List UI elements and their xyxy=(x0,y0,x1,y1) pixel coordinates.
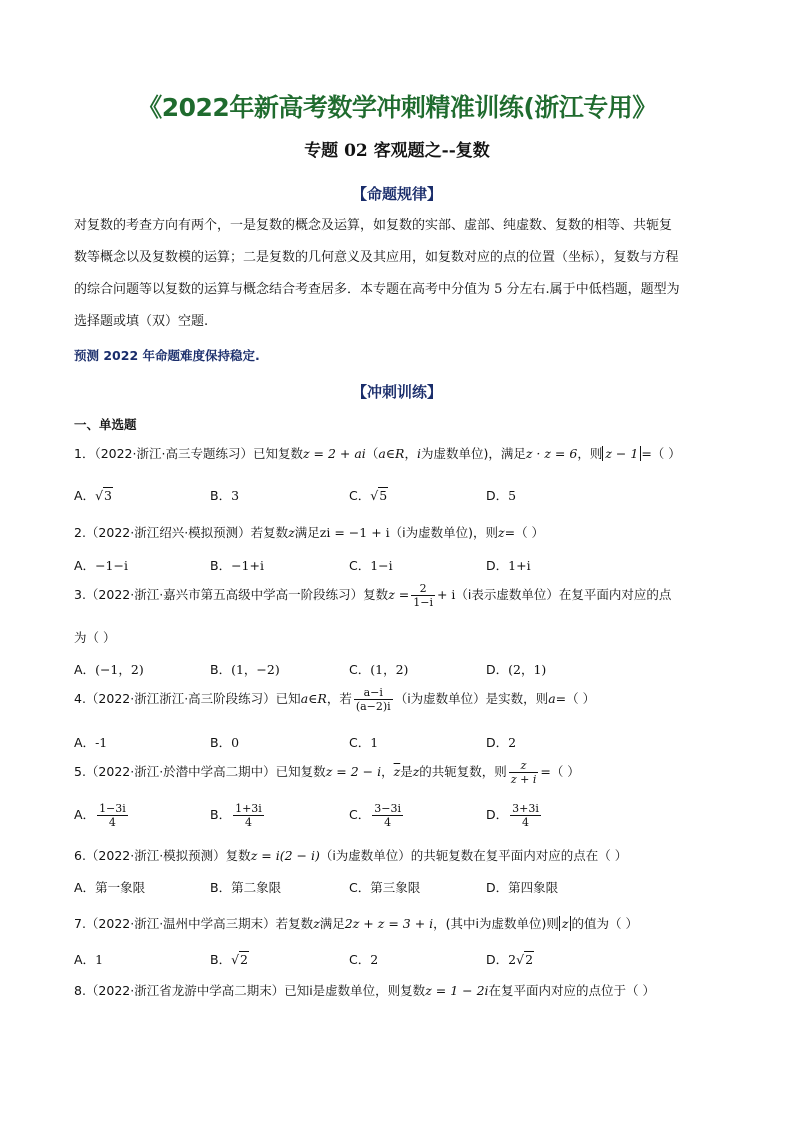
option-b[interactable]: B． $\frac{1+3i}{4}$ xyxy=(210,802,262,829)
option-c[interactable]: C． $\frac{3-3i}{4}$ xyxy=(349,802,401,829)
question-6-stem: 6.（2022·浙江·模拟预测）复数z = i(2 − i)（i为虚数单位）的共轭复数在复平面内对应的点在（ ） xyxy=(74,848,628,863)
option-d[interactable]: D．(2，1) xyxy=(486,662,547,677)
modulus-expression: z − 1 xyxy=(602,446,641,461)
option-c[interactable]: C．2 xyxy=(349,952,379,967)
question-8-stem: 8.（2022·浙江省龙游中学高二期末）已知i是虚数单位，则复数z = 1 − 2i在复平面内对应的点位于（ ） xyxy=(74,983,656,998)
rules-heading: 【命题规律】 xyxy=(351,185,442,203)
question-4-stem: 4.（2022·浙江浙江·高三阶段练习）已知a∈R，若 $\frac{a-i}{(a-2)i}$ （i为虚数单位）是实数，则a=（ ） xyxy=(74,686,596,713)
modulus-expression: z xyxy=(559,916,572,931)
rules-paragraph-line: 的综合问题等以复数的运算与概念结合考查居多．本专题在高考中分值为 5 分左右.属于中低档题，题型为 xyxy=(74,282,680,297)
fraction: $\frac{z}{z + i}$ xyxy=(510,759,537,786)
option-b[interactable]: B．√2 xyxy=(210,952,248,967)
option-a[interactable]: A．(−1，2) xyxy=(74,662,144,677)
option-a[interactable]: A． $\frac{1-3i}{4}$ xyxy=(74,802,126,829)
option-b[interactable]: B．−1+i xyxy=(210,558,264,573)
fraction: $\frac{a-i}{(a-2)i}$ xyxy=(355,686,391,713)
question-3-stem-continued: 为（ ） xyxy=(74,630,116,645)
question-2-stem: 2.（2022·浙江绍兴·模拟预测）若复数z满足zi = −1 + i（i为虚数单位)，则z=（ ） xyxy=(74,525,545,540)
practice-heading: 【冲刺训练】 xyxy=(351,383,442,401)
fraction: $\frac{2}{1-i}$ xyxy=(413,582,433,609)
rules-paragraph-line: 选择题或填（双）空题. xyxy=(74,314,209,329)
option-b[interactable]: B．3 xyxy=(210,488,240,503)
option-c[interactable]: C．1 xyxy=(349,735,379,750)
rules-paragraph-line: 数等概念以及复数模的运算；二是复数的几何意义及其应用，如复数对应的点的位置（坐标），复数与方程 xyxy=(74,250,679,265)
option-b[interactable]: B．(1，−2) xyxy=(210,662,280,677)
document-title: 《2022年新高考数学冲刺精准训练(浙江专用》 xyxy=(137,93,657,122)
question-1-stem: 1．（2022·浙江·高三专题练习）已知复数z = 2 + ai（a∈R，i为虚数单位)，满足z · z = 6，则 z − 1 =（ ） xyxy=(74,446,681,461)
rules-paragraph-line: 对复数的考查方向有两个，一是复数的概念及运算，如复数的实部、虚部、纯虚数、复数的相等、共轭复 xyxy=(74,218,673,233)
option-a[interactable]: A．第一象限 xyxy=(74,880,146,895)
category-label: 一、单选题 xyxy=(74,417,137,432)
option-d[interactable]: D．2√2 xyxy=(486,952,534,967)
option-d[interactable]: D．2 xyxy=(486,735,517,750)
question-5-stem: 5.（2022·浙江·於潜中学高二期中）已知复数z = 2 − i，$\overline{z}$是z的共轭复数，则 $\frac{z}{z + i}$ =（ ） xyxy=(74,759,580,786)
option-d[interactable]: D．第四象限 xyxy=(486,880,559,895)
prediction-note: 预测 2022 年命题难度保持稳定. xyxy=(74,348,260,363)
option-a[interactable]: A．√3 xyxy=(74,488,112,503)
option-a[interactable]: A．-1 xyxy=(74,735,108,750)
topic-subtitle: 专题 02 客观题之--复数 xyxy=(304,141,490,161)
option-c[interactable]: C．√5 xyxy=(349,488,388,503)
option-c[interactable]: C．1−i xyxy=(349,558,393,573)
option-a[interactable]: A．−1−i xyxy=(74,558,128,573)
option-d[interactable]: D．1+i xyxy=(486,558,531,573)
option-d[interactable]: D． $\frac{3+3i}{4}$ xyxy=(486,802,539,829)
option-b[interactable]: B．0 xyxy=(210,735,240,750)
option-c[interactable]: C．第三象限 xyxy=(349,880,421,895)
option-a[interactable]: A．1 xyxy=(74,952,104,967)
question-3-stem: 3.（2022·浙江·嘉兴市第五高级中学高一阶段练习）复数z = $\frac{2}{1-i}$ + i（i表示虚数单位）在复平面内对应的点 xyxy=(74,582,672,609)
question-7-stem: 7.（2022·浙江·温州中学高三期末）若复数z满足2z + z = 3 + i，(其中i为虚数单位)则 z 的值为（ ） xyxy=(74,916,638,931)
option-b[interactable]: B．第二象限 xyxy=(210,880,282,895)
option-c[interactable]: C．(1，2) xyxy=(349,662,409,677)
option-d[interactable]: D．5 xyxy=(486,488,517,503)
